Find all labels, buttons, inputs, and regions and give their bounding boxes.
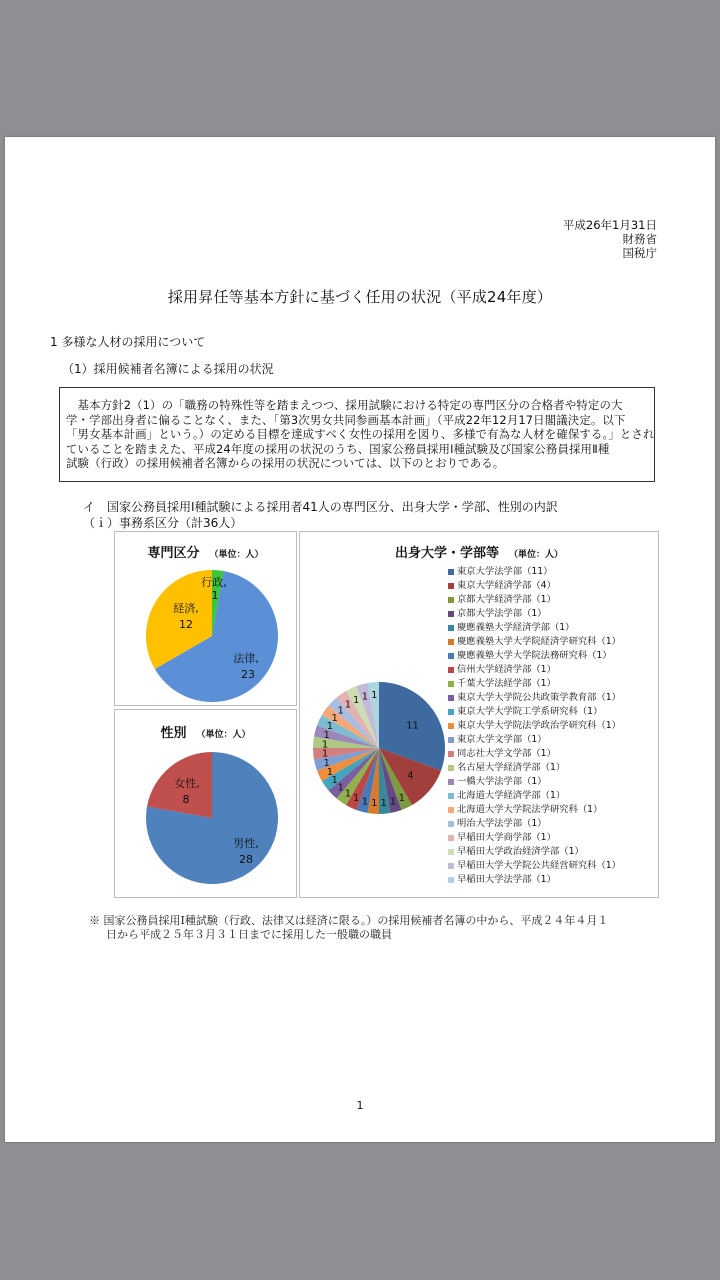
legend-item xyxy=(448,565,621,579)
legend-label: 京都大学法学部（1） xyxy=(457,608,547,619)
legend-swatch-icon xyxy=(448,877,454,883)
svg-text:28: 28 xyxy=(239,853,253,866)
text-line: 試験（行政）の採用候補者名簿からの採用の状況については、以下のとおりである。 xyxy=(66,456,505,471)
legend-label: 東京大学法学部（11） xyxy=(457,566,553,577)
legend-item xyxy=(448,845,621,859)
legend-item xyxy=(448,663,621,677)
chart-unit: （単位：人） xyxy=(196,730,251,740)
svg-text:経済,: 経済, xyxy=(173,602,199,615)
legend-item xyxy=(448,817,621,831)
slice-label: 1 xyxy=(321,739,329,751)
svg-text:行政,: 行政, xyxy=(201,576,227,589)
legend-swatch-icon xyxy=(448,653,454,659)
legend-item xyxy=(448,803,621,817)
issuer-ministry: 財務省 xyxy=(622,232,657,246)
policy-text-box xyxy=(59,387,655,482)
slice-label: 4 xyxy=(407,770,414,782)
legend-item xyxy=(448,705,621,719)
text-line: 基本方針2（1）の「職務の特殊性等を踏まえつつ、採用試験における特定の専門区分の合格者や特定の大 xyxy=(66,398,623,412)
legend-label: 一橋大学法学部（1） xyxy=(457,776,547,787)
legend-swatch-icon xyxy=(448,793,454,799)
legend-item xyxy=(448,719,621,733)
slice-label: 1 xyxy=(323,758,330,770)
legend-label: 慶應義塾大学大学院経済学研究科（1） xyxy=(457,636,621,647)
legend-swatch-icon xyxy=(448,695,454,701)
svg-text:法律,: 法律, xyxy=(233,652,259,665)
legend-label: 早稲田大学政治経済学部（1） xyxy=(457,846,584,857)
chart-title-text: 出身大学・学部等 xyxy=(394,546,499,561)
legend-item xyxy=(448,873,621,887)
slice-label: 1 xyxy=(331,775,338,787)
legend-item xyxy=(448,593,621,607)
legend-item xyxy=(448,747,621,761)
item-heading: イ 国家公務員採用Ⅰ種試験による採用者41人の専門区分、出身大学・学部、性別の内訳 xyxy=(83,500,558,514)
legend-swatch-icon xyxy=(448,779,454,785)
legend-item xyxy=(448,789,621,803)
legend-swatch-icon xyxy=(448,583,454,589)
legend-label: 早稲田大学商学部（1） xyxy=(457,832,556,843)
legend-swatch-icon xyxy=(448,765,454,771)
slice-label: 1 xyxy=(326,721,334,733)
legend-swatch-icon xyxy=(448,751,454,757)
legend-label: 東京大学大学院法学政治学研究科（1） xyxy=(457,720,621,731)
legend-swatch-icon xyxy=(448,611,454,617)
legend-swatch-icon xyxy=(448,569,454,575)
legend-label: 東京大学大学院工学系研究科（1） xyxy=(457,706,603,717)
slice-label: 1 xyxy=(321,748,329,760)
footnote xyxy=(89,914,608,941)
chart-legend xyxy=(448,565,621,887)
slice-label: 1 xyxy=(323,729,330,741)
chart-title-text: 性別 xyxy=(160,726,187,741)
section-heading: 1 多様な人材の採用について xyxy=(50,335,206,349)
slice-label: 1 xyxy=(337,782,344,794)
legend-swatch-icon xyxy=(448,723,454,729)
legend-item xyxy=(448,831,621,845)
legend-item xyxy=(448,607,621,621)
legend-label: 明治大学法学部（1） xyxy=(457,818,547,829)
legend-label: 東京大学大学院公共政策学教育部（1） xyxy=(457,692,621,703)
legend-item xyxy=(448,635,621,649)
legend-swatch-icon xyxy=(448,625,454,631)
slice-label: 1 xyxy=(361,691,369,703)
slice-label: 1 xyxy=(331,712,338,724)
university-pie-chart xyxy=(299,531,659,898)
chart-unit: （単位：人） xyxy=(209,550,264,560)
chart-title-text: 専門区分 xyxy=(147,546,200,561)
legend-swatch-icon xyxy=(448,681,454,687)
legend-label: 同志社大学文学部（1） xyxy=(457,748,556,759)
slice-label: 1 xyxy=(326,766,334,778)
legend-swatch-icon xyxy=(448,737,454,743)
legend-swatch-icon xyxy=(448,835,454,841)
legend-label: 東京大学経済学部（4） xyxy=(457,580,556,591)
legend-item xyxy=(448,733,621,747)
gender-pie xyxy=(115,710,298,899)
slice-label: 11 xyxy=(406,720,419,732)
page-number: 1 xyxy=(356,1099,364,1112)
svg-text:8: 8 xyxy=(182,793,190,806)
document-title: 採用昇任等基本方針に基づく任用の状況（平成24年度） xyxy=(167,288,553,306)
date-block xyxy=(563,218,657,260)
university-pie xyxy=(300,532,450,899)
slice-label: 1 xyxy=(337,705,344,717)
specialty-pie-chart xyxy=(114,531,297,706)
svg-text:12: 12 xyxy=(179,618,193,631)
legend-item xyxy=(448,649,621,663)
legend-item xyxy=(448,775,621,789)
legend-label: 名古屋大学経済学部（1） xyxy=(457,762,566,773)
legend-swatch-icon xyxy=(448,849,454,855)
slice-label: 1 xyxy=(344,788,352,800)
document-date: 平成26年1月31日 xyxy=(562,218,657,232)
chart-unit: （単位：人） xyxy=(509,550,564,560)
legend-item xyxy=(448,691,621,705)
legend-label: 北海道大学経済学部（1） xyxy=(457,790,566,801)
slice-label: 1 xyxy=(380,797,387,809)
legend-swatch-icon xyxy=(448,667,454,673)
legend-label: 信州大学経済学部（1） xyxy=(457,664,556,675)
specialty-pie xyxy=(115,532,298,707)
slice-label: 1 xyxy=(344,699,352,711)
legend-label: 慶應義塾大学大学院法務研究科（1） xyxy=(457,650,612,661)
subsection-heading: （1）採用候補者名簿による採用の状況 xyxy=(62,362,274,376)
legend-item xyxy=(448,761,621,775)
slice-label: 1 xyxy=(352,694,360,706)
slice-label: 1 xyxy=(398,793,406,805)
legend-label: 早稲田大学法学部（1） xyxy=(457,874,556,885)
gender-pie-chart xyxy=(114,709,297,898)
legend-swatch-icon xyxy=(448,709,454,715)
legend-item xyxy=(448,579,621,593)
legend-swatch-icon xyxy=(448,807,454,813)
slice-label: 1 xyxy=(371,797,378,809)
footnote-line: 日から平成２５年３月３１日までに採用した一般職の職員 xyxy=(106,927,392,941)
svg-text:23: 23 xyxy=(241,668,255,681)
legend-swatch-icon xyxy=(448,597,454,603)
legend-label: 慶應義塾大学経済学部（1） xyxy=(457,622,575,633)
slice-label: 1 xyxy=(352,793,360,805)
legend-label: 千葉大学法経学部（1） xyxy=(457,678,556,689)
legend-swatch-icon xyxy=(448,821,454,827)
footnote-line: ※ 国家公務員採用Ⅰ種試験（行政、法律又は経済に限る。）の採用候補者名簿の中から、平成２４年４月１ xyxy=(89,914,609,927)
svg-text:男性,: 男性, xyxy=(233,837,259,850)
text-line: 「男女基本計画」という。）の定める目標を達成すべく女性の採用を図り、多様で有為な人材を確保する。」とされ xyxy=(66,427,655,442)
slice-label: 1 xyxy=(389,796,397,808)
legend-item xyxy=(448,621,621,635)
issuer-agency: 国税庁 xyxy=(622,246,657,260)
document-page xyxy=(5,137,715,1142)
legend-swatch-icon xyxy=(448,863,454,869)
text-line: 学・学部出身者に偏ることなく、また、「第3次男女共同参画基本計画」（平成22年12月17日閣議決定。以下 xyxy=(66,412,626,427)
legend-swatch-icon xyxy=(448,639,454,645)
svg-text:1: 1 xyxy=(211,589,219,602)
slice-label: 1 xyxy=(361,796,369,808)
slice-label: 1 xyxy=(371,690,378,702)
legend-label: 京都大学経済学部（1） xyxy=(457,594,556,605)
item-subheading: （ｉ）事務系区分（計36人） xyxy=(83,516,243,530)
legend-item xyxy=(448,859,621,873)
text-line: ていることを踏まえた、平成24年度の採用の状況のうち、国家公務員採用Ⅰ種試験及び国家公務員採用Ⅱ種 xyxy=(66,441,610,456)
svg-text:女性,: 女性, xyxy=(174,777,200,790)
legend-item xyxy=(448,677,621,691)
legend-label: 早稲田大学大学院公共経営研究科（1） xyxy=(457,860,621,871)
legend-label: 東京大学文学部（1） xyxy=(457,734,547,745)
legend-label: 北海道大学大学院法学研究科（1） xyxy=(457,804,603,815)
